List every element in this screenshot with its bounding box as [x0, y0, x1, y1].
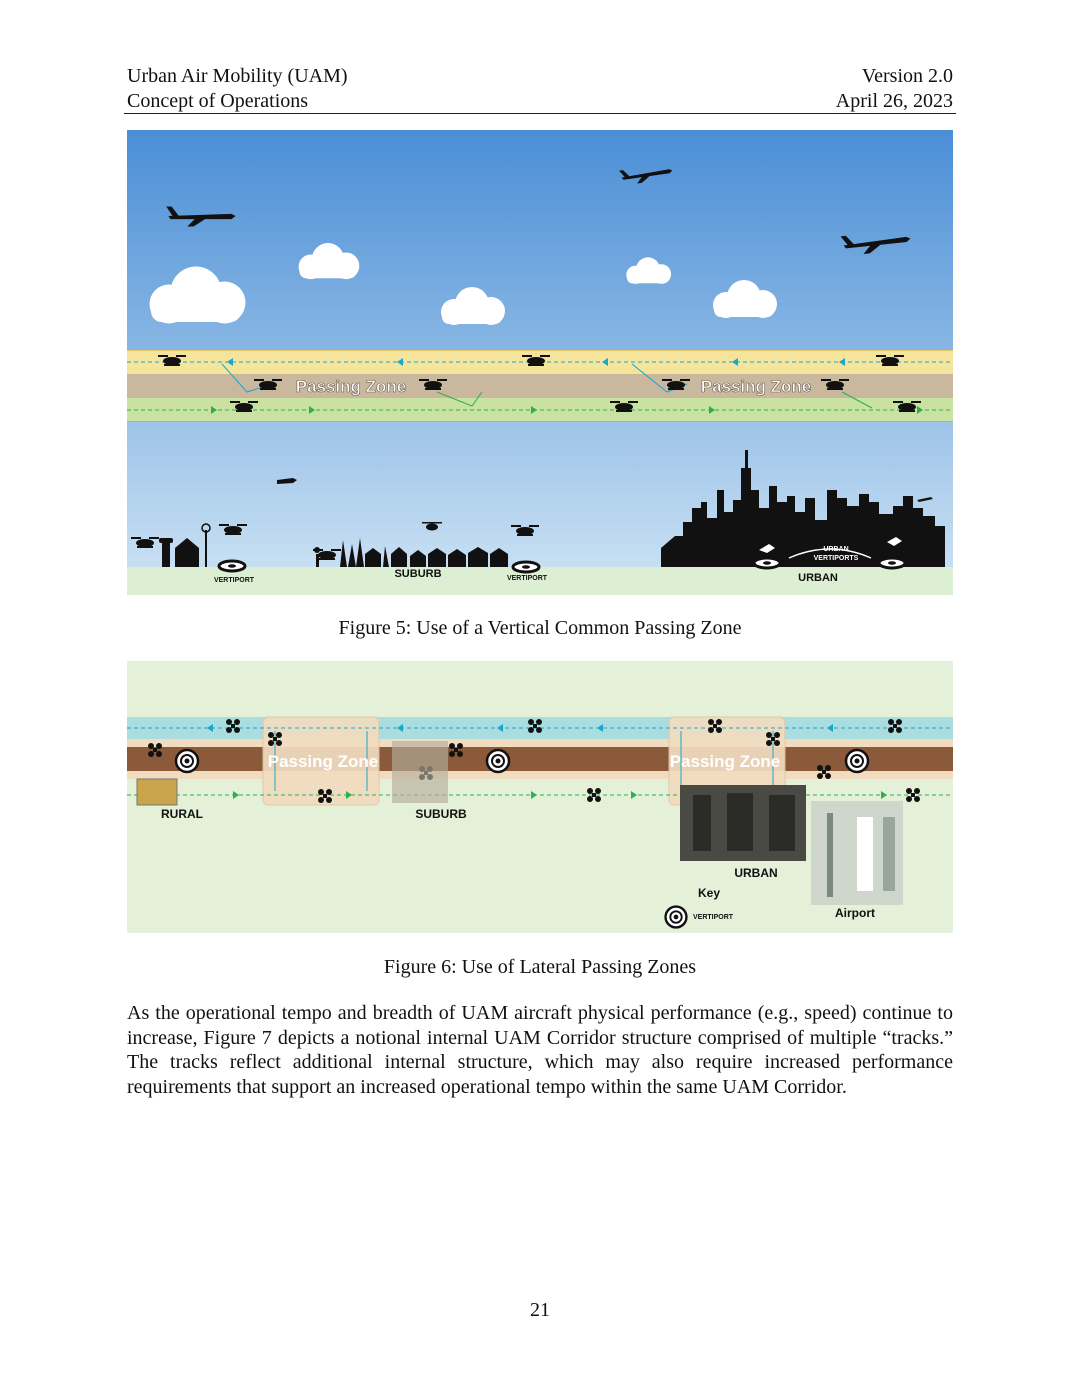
body-paragraph: As the operational tempo and breadth of UAM aircraft physical performance (e.g., speed) continue to increase, Figure 7 depicts a notional internal UAM Corridor structure comprised of multiple “tracks.” The tracks reflect additional internal structure, which may also require increased performance requirements that support an increased operational tempo within the same UAM Corridor. [127, 1002, 953, 1098]
fig6-suburb-label: SUBURB [415, 807, 467, 821]
figure-6-illustration [127, 661, 953, 933]
fig5-passing-zone-label-1: Passing Zone [295, 377, 407, 396]
running-header-left [127, 64, 348, 114]
fig6-key-label: Key [697, 886, 721, 900]
fig6-urban-label: URBAN [734, 866, 778, 880]
fig5-urban-label: URBAN [798, 572, 838, 584]
figure-5-caption: Figure 5: Use of a Vertical Common Passing Zone [338, 617, 742, 639]
vertiport-icon [487, 750, 509, 772]
page-number: 21 [530, 1299, 550, 1321]
fig5-urban-vertiports-label-1: URBAN [823, 546, 849, 553]
fig5-passing-zone-label-2: Passing Zone [700, 377, 812, 396]
vertiport-icon [846, 750, 868, 772]
fig6-rural-label: RURAL [161, 807, 203, 821]
fig6-passing-zone-label-1: Passing Zone [267, 752, 379, 771]
fig6-airport-label: Airport [835, 906, 875, 920]
vertiport-icon [176, 750, 198, 772]
doc-subtitle: Concept of Operations [127, 90, 309, 112]
fig5-vertiport-label-2: VERTIPORT [506, 575, 548, 582]
figure-6-caption: Figure 6: Use of Lateral Passing Zones [383, 956, 697, 978]
running-header-right [836, 64, 953, 114]
fig6-key-vertiport-label: VERTIPORT [693, 914, 734, 921]
vertiport-icon [219, 561, 245, 571]
fig6-passing-zone-label-2: Passing Zone [669, 752, 781, 771]
fig5-urban-vertiports-label-2: VERTIPORTS [813, 555, 859, 562]
fig5-suburb-label: SUBURB [394, 568, 442, 580]
header-rule [124, 113, 956, 114]
urban-vertiport-icon [879, 558, 905, 568]
doc-version: Version 2.0 [861, 65, 953, 87]
urban-vertiport-icon [754, 558, 780, 568]
fig5-vertiport-label: VERTIPORT [213, 577, 255, 584]
figure-5-illustration [127, 130, 953, 595]
doc-title: Urban Air Mobility (UAM) [127, 65, 348, 87]
doc-date: April 26, 2023 [835, 90, 953, 112]
vertiport-icon [513, 562, 539, 572]
key-vertiport-icon [666, 907, 687, 928]
